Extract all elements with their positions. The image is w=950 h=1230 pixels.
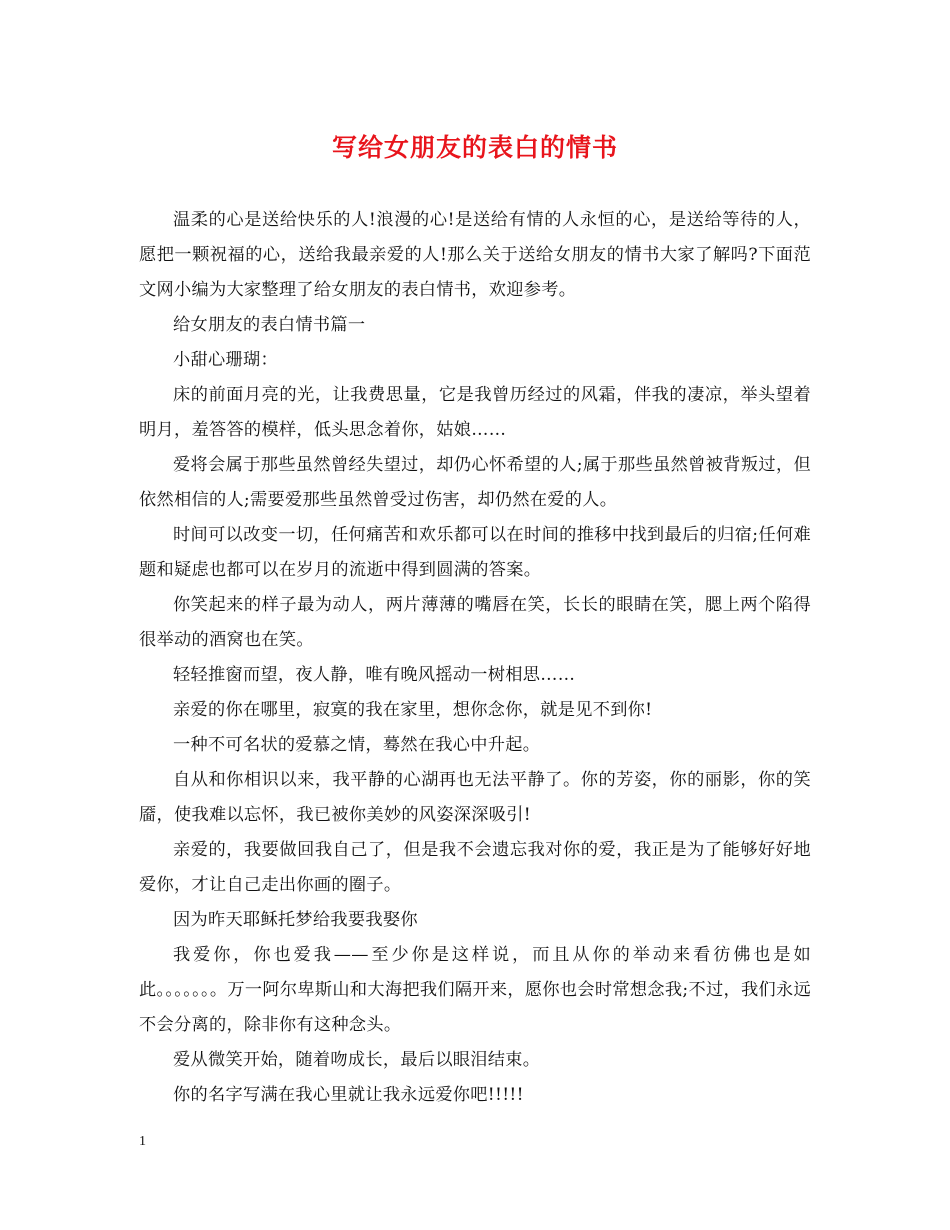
paragraph: 亲爱的，我要做回我自己了，但是我不会遗忘我对你的爱，我正是为了能够好好地爱你，才让自己走出你画的圈子。 [139,840,811,895]
paragraph: 你的名字写满在我心里就让我永远爱你吧!!!!! [173,1085,524,1105]
paragraph: 爱从微笑开始，随着吻成长，最后以眼泪结束。 [173,1050,541,1070]
paragraph: 时间可以改变一切，任何痛苦和欢乐都可以在时间的推移中找到最后的归宿;任何难题和疑虑也都可以在岁月的流逝中得到圆满的答案。 [139,525,811,580]
document-title: 写给女朋友的表白的情书 [331,133,618,162]
paragraph: 轻轻推窗而望，夜人静，唯有晚风摇动一树相思…… [173,665,576,685]
salutation: 小甜心珊瑚： [173,350,278,370]
paragraph: 你笑起来的样子最为动人，两片薄薄的嘴唇在笑，长长的眼睛在笑，腮上两个陷得很举动的酒窝也在笑。 [139,595,811,650]
paragraph: 自从和你相识以来，我平静的心湖再也无法平静了。你的芳姿，你的丽影，你的笑靥，使我难以忘怀，我已被你美妙的风姿深深吸引! [139,770,811,825]
page-number: 1 [139,1134,146,1149]
section-heading: 给女朋友的表白情书篇一 [173,315,366,335]
paragraph: 一种不可名状的爱慕之情，蓦然在我心中升起。 [173,735,541,755]
paragraph: 床的前面月亮的光，让我费思量，它是我曾历经过的风霜，伴我的凄凉，举头望着明月，羞答答的模样，低头思念着你，姑娘…… [139,385,811,440]
paragraph: 爱将会属于那些虽然曾经失望过，却仍心怀希望的人;属于那些虽然曾被背叛过，但依然相信的人;需要爱那些虽然曾受过伤害，却仍然在爱的人。 [139,455,811,510]
paragraph: 温柔的心是送给快乐的人!浪漫的心!是送给有情的人永恒的心，是送给等待的人，愿把一颗祝福的心，送给我最亲爱的人!那么关于送给女朋友的情书大家了解吗?下面范文网小编为大家整理了给女朋友的表白情书，欢迎参考。 [139,210,811,300]
paragraph: 因为昨天耶稣托梦给我要我娶你 [173,910,418,930]
paragraph: 亲爱的你在哪里，寂寞的我在家里，想你念你，就是见不到你! [173,700,653,720]
document-body [139,203,811,1113]
paragraph: 我爱你，你也爱我——至少你是这样说，而且从你的举动来看彷佛也是如此。。。。。。。万一阿尔卑斯山和大海把我们隔开来，愿你也会时常想念我;不过，我们永远不会分离的，除非你有这种念头。 [139,945,811,1035]
